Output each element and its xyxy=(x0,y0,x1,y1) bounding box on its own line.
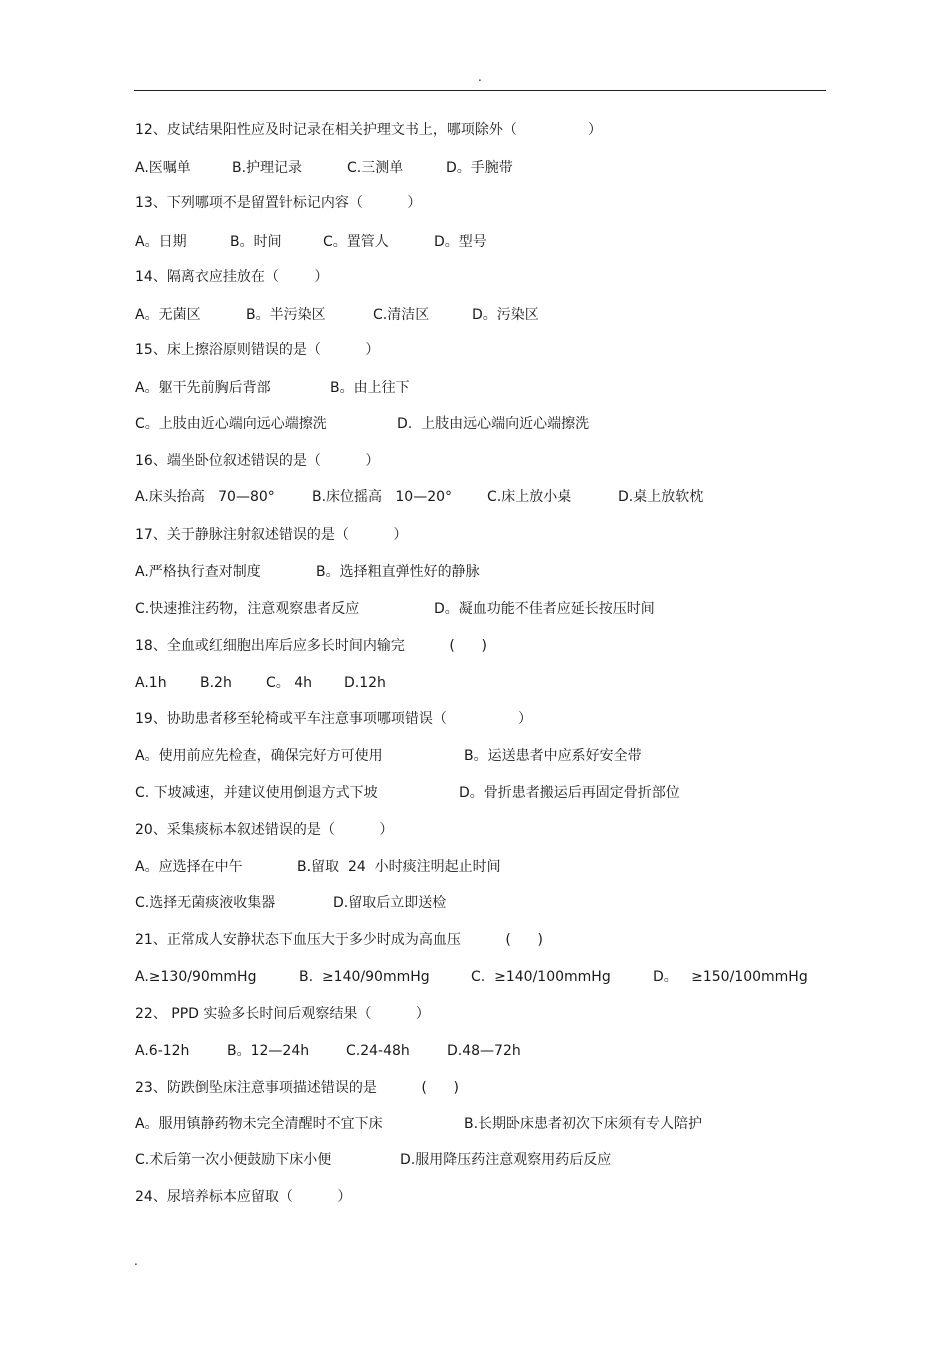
answer-option: B。时间 xyxy=(230,234,282,250)
answer-option: B.护理记录 xyxy=(232,160,303,176)
answer-option: D.12h xyxy=(344,675,386,691)
answer-option: A。日期 xyxy=(135,234,187,250)
answer-option: D.48—72h xyxy=(447,1043,521,1059)
answer-option: C.清洁区 xyxy=(373,307,430,323)
answer-option: D.服用降压药注意观察用药后反应 xyxy=(400,1152,612,1168)
answer-option: C.快速推注药物，注意观察患者反应 xyxy=(135,601,360,617)
answer-option: A.≥130/90mmHg xyxy=(135,969,257,985)
answer-option: B.床位摇高 10—20° xyxy=(312,489,453,505)
answer-option: D. 上肢由远心端向近心端擦洗 xyxy=(397,416,590,432)
answer-option: B。半污染区 xyxy=(246,307,326,323)
answer-option: D.桌上放软枕 xyxy=(618,489,704,505)
question-stem: 17、关于静脉注射叙述错误的是（ ） xyxy=(135,527,408,543)
answer-option: C.选择无菌痰液收集器 xyxy=(135,895,276,911)
footer-mark: . xyxy=(134,1254,138,1268)
answer-option: B。由上往下 xyxy=(330,380,410,396)
answer-option: B.长期卧床患者初次下床须有专人陪护 xyxy=(464,1116,703,1132)
answer-option: C。上肢由近心端向远心端擦洗 xyxy=(135,416,327,432)
answer-option: D。手腕带 xyxy=(446,160,513,176)
answer-option: A。应选择在中午 xyxy=(135,859,243,875)
answer-option: B。12—24h xyxy=(227,1043,310,1059)
answer-option: B。选择粗直弹性好的静脉 xyxy=(316,564,480,580)
question-stem: 12、皮试结果阳性应及时记录在相关护理文书上，哪项除外（ ） xyxy=(135,122,603,138)
answer-option: A.床头抬高 70—80° xyxy=(135,489,275,505)
question-stem: 15、床上擦浴原则错误的是（ ） xyxy=(135,342,380,358)
answer-option: C. 下坡减速，并建议使用倒退方式下坡 xyxy=(135,785,378,801)
question-stem: 13、下列哪项不是留置针标记内容（ ） xyxy=(135,195,422,211)
answer-option: A.严格执行查对制度 xyxy=(135,564,261,580)
answer-option: A。服用镇静药物未完全清醒时不宜下床 xyxy=(135,1116,383,1132)
question-stem: 21、正常成人安静状态下血压大于多少时成为高血压 ( ) xyxy=(135,932,543,948)
answer-option: B. ≥140/90mmHg xyxy=(299,969,430,985)
answer-option: D。污染区 xyxy=(472,307,539,323)
answer-option: C.术后第一次小便鼓励下床小便 xyxy=(135,1152,332,1168)
answer-option: A.6-12h xyxy=(135,1043,190,1059)
answer-option: A。使用前应先检查，确保完好方可使用 xyxy=(135,748,383,764)
answer-option: C。置管人 xyxy=(323,234,389,250)
question-stem: 20、采集痰标本叙述错误的是（ ） xyxy=(135,822,394,838)
header-rule xyxy=(134,90,826,91)
answer-option: A。躯干先前胸后背部 xyxy=(135,380,271,396)
answer-option: C.床上放小桌 xyxy=(487,489,572,505)
answer-option: D.留取后立即送检 xyxy=(333,895,447,911)
answer-option: C. ≥140/100mmHg xyxy=(471,969,611,985)
answer-option: D。凝血功能不佳者应延长按压时间 xyxy=(434,601,655,617)
question-stem: 24、尿培养标本应留取（ ） xyxy=(135,1189,352,1205)
question-stem: 23、防跌倒坠床注意事项描述错误的是 ( ) xyxy=(135,1080,459,1096)
answer-option: D。骨折患者搬运后再固定骨折部位 xyxy=(459,785,680,801)
answer-option: D。型号 xyxy=(434,234,487,250)
header-mark: . xyxy=(478,70,482,84)
answer-option: B.2h xyxy=(200,675,232,691)
answer-option: C.三测单 xyxy=(347,160,404,176)
question-stem: 18、全血或红细胞出库后应多长时间内输完 ( ) xyxy=(135,638,487,654)
answer-option: A.1h xyxy=(135,675,167,691)
answer-option: D。 ≥150/100mmHg xyxy=(653,969,808,985)
answer-option: B。运送患者中应系好安全带 xyxy=(464,748,642,764)
answer-option: A.医嘱单 xyxy=(135,160,191,176)
answer-option: A。无菌区 xyxy=(135,307,201,323)
question-stem: 19、协助患者移至轮椅或平车注意事项哪项错误（ ） xyxy=(135,711,533,727)
question-stem: 14、隔离衣应挂放在（ ） xyxy=(135,269,329,285)
question-stem: 22、 PPD 实验多长时间后观察结果（ ） xyxy=(135,1006,430,1022)
question-stem: 16、端坐卧位叙述错误的是（ ） xyxy=(135,453,380,469)
answer-option: B.留取 24 小时痰注明起止时间 xyxy=(297,859,501,875)
answer-option: C。 4h xyxy=(266,675,313,691)
answer-option: C.24-48h xyxy=(346,1043,410,1059)
